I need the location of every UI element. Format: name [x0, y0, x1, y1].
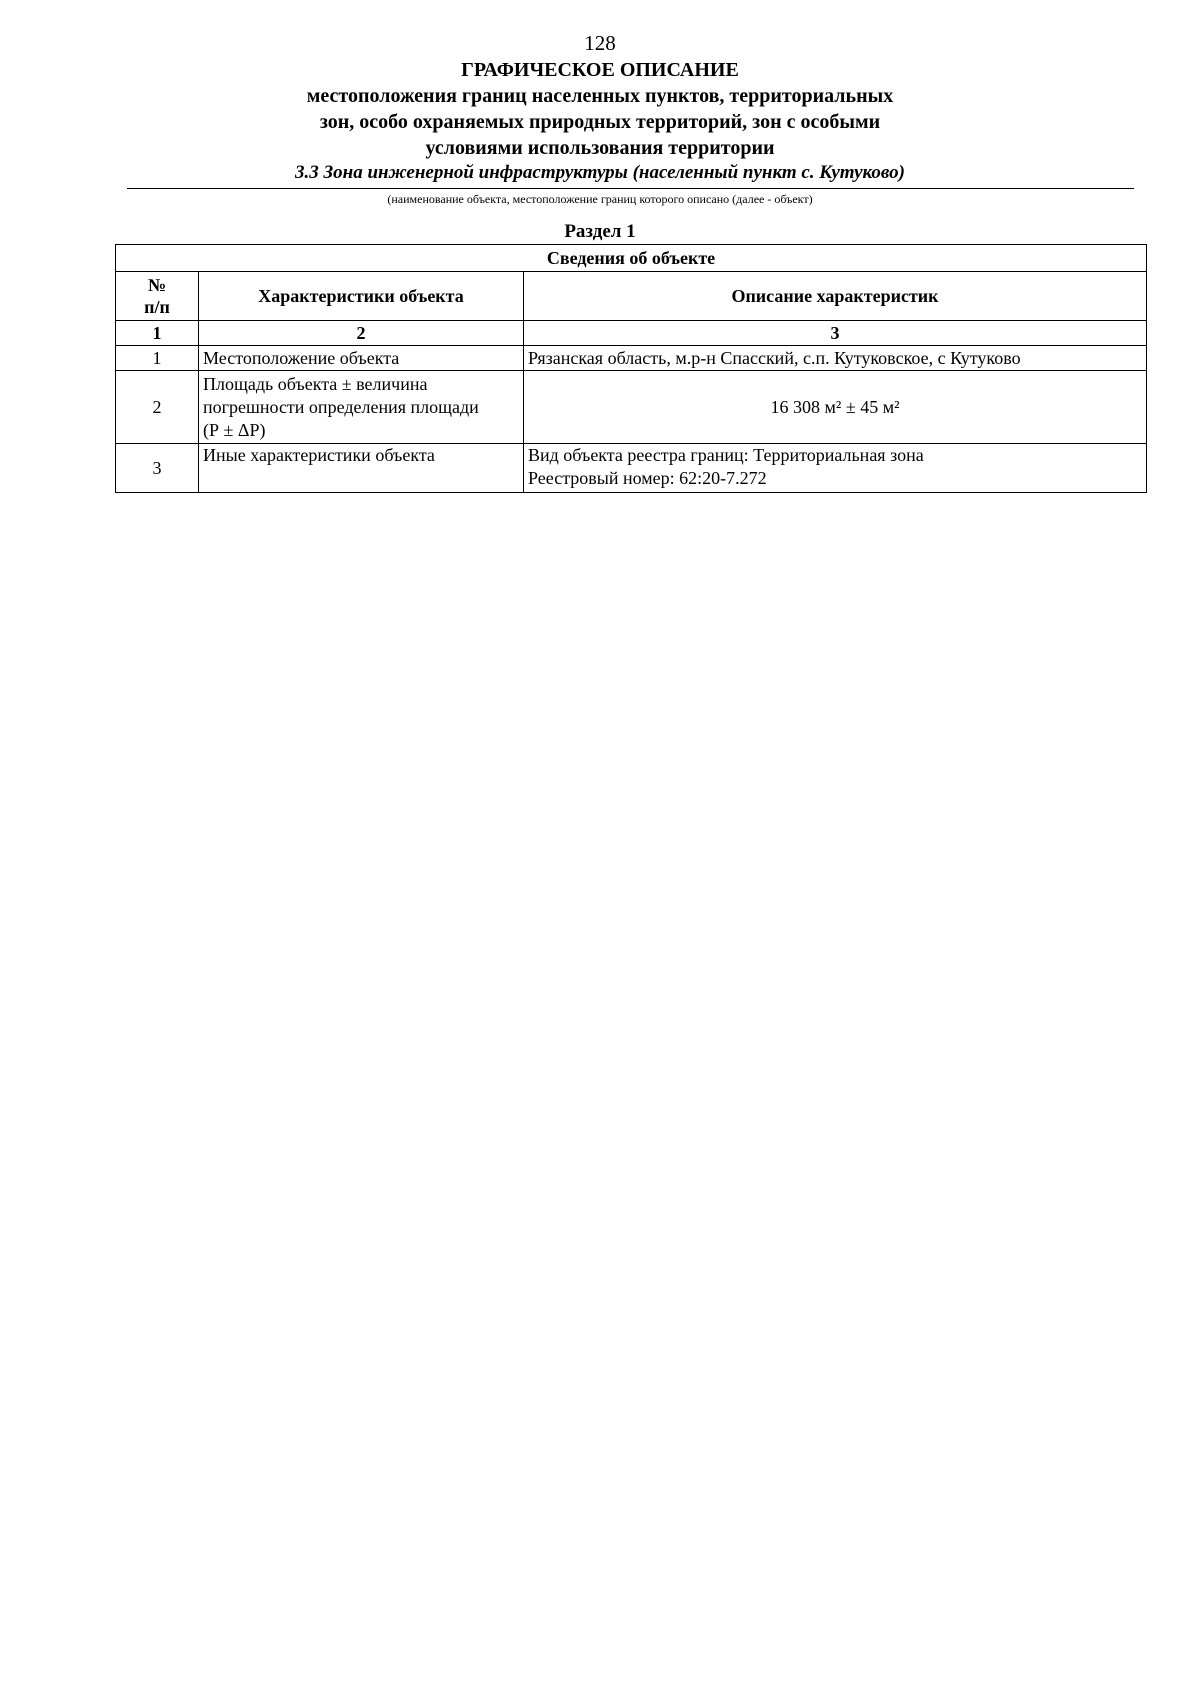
- row-description: 16 308 м² ± 45 м²: [524, 371, 1147, 444]
- row-description: [524, 444, 1147, 493]
- row-description-line-2: Реестровый номер: 62:20-7.272: [528, 468, 767, 488]
- row-characteristic-line-3: (Р ± ΔР): [203, 419, 266, 440]
- column-header-num-line-2: п/п: [144, 297, 170, 317]
- column-header-description: Описание характеристик: [524, 272, 1147, 321]
- object-name-underline: [127, 188, 1134, 189]
- column-header-num-line-1: №: [147, 275, 167, 295]
- row-characteristic: Иные характеристики объекта: [199, 444, 524, 493]
- row-num: 1: [116, 346, 199, 371]
- object-caption: (наименование объекта, местоположение границ которого описано (далее - объект): [387, 192, 813, 206]
- row-description: Рязанская область, м.р-н Спасский, с.п. Кутуковское, с Кутуково: [524, 346, 1147, 371]
- document-title: ГРАФИЧЕСКОЕ ОПИСАНИЕ: [461, 59, 739, 81]
- row-description-line-1: Вид объекта реестра границ: Территориальная зона: [528, 445, 924, 465]
- table-row: [116, 371, 1147, 444]
- document-header: [0, 57, 1200, 161]
- column-header-num: [116, 272, 199, 321]
- column-header-characteristic: Характеристики объекта: [199, 272, 524, 321]
- object-info-table: [115, 244, 1147, 493]
- row-characteristic: Местоположение объекта: [199, 346, 524, 371]
- document-subtitle-line-1: местоположения границ населенных пунктов, территориальных: [306, 85, 894, 107]
- row-characteristic: [199, 371, 524, 444]
- row-characteristic-line-2: погрешности определения площади: [203, 396, 479, 417]
- section-title: Раздел 1: [564, 221, 636, 242]
- column-number-3: 3: [524, 321, 1147, 346]
- table-row: [116, 346, 1147, 371]
- table-header-row: [116, 272, 1147, 321]
- object-name: 3.3 Зона инженерной инфраструктуры (населенный пункт с. Кутуково): [294, 162, 905, 183]
- document-subtitle-line-2: зон, особо охраняемых природных территорий, зон с особыми: [319, 111, 881, 133]
- column-number-2: 2: [199, 321, 524, 346]
- column-number-1: 1: [116, 321, 199, 346]
- page-number: 128: [584, 31, 616, 55]
- table-caption: Сведения об объекте: [116, 245, 1147, 272]
- column-numbers-row: [116, 321, 1147, 346]
- row-num: 3: [116, 444, 199, 493]
- row-num: 2: [116, 371, 199, 444]
- row-characteristic-line-1: Площадь объекта ± величина: [203, 373, 428, 394]
- table-row: [116, 444, 1147, 493]
- document-subtitle-line-3: условиями использования территории: [425, 137, 775, 159]
